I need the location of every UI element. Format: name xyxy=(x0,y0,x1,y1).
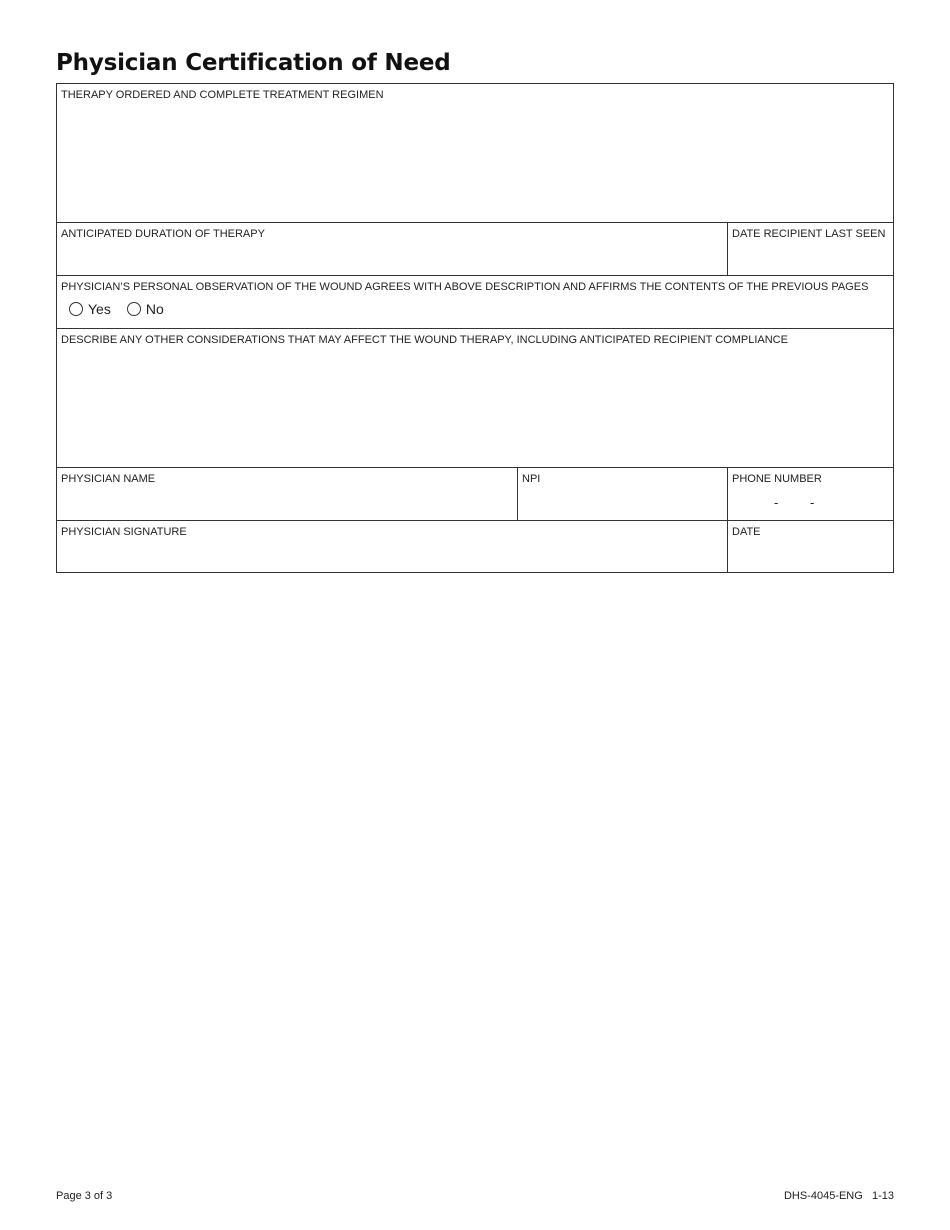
observation-radio-group xyxy=(69,301,180,317)
physician-name-label: PHYSICIAN NAME xyxy=(61,473,156,485)
physician-name-section xyxy=(57,468,518,521)
phone-separator-2: - xyxy=(810,495,815,510)
phone-number-section xyxy=(728,468,893,521)
page-title: Physician Certification of Need xyxy=(56,50,451,76)
other-considerations-label: DESCRIBE ANY OTHER CONSIDERATIONS THAT MAY AFFECT THE WOUND THERAPY, INCLUDING ANTICIPATED RECIPIENT COMPLIANCE xyxy=(61,334,788,346)
therapy-ordered-label: THERAPY ORDERED AND COMPLETE TREATMENT REGIMEN xyxy=(61,89,384,101)
date-last-seen-label: DATE RECIPIENT LAST SEEN xyxy=(732,228,886,240)
no-radio-label: No xyxy=(145,301,164,317)
certification-form xyxy=(56,83,894,573)
therapy-ordered-section xyxy=(57,84,893,223)
yes-radio-label: Yes xyxy=(88,301,111,317)
phone-number-label: PHONE NUMBER xyxy=(732,473,822,485)
phone-separator-1: - xyxy=(774,495,779,510)
form-id: DHS-4045-ENG 1-13 xyxy=(783,1190,894,1202)
other-considerations-section xyxy=(57,329,893,468)
page-number: Page 3 of 3 xyxy=(56,1190,113,1202)
date-input[interactable] xyxy=(728,539,893,572)
date-last-seen-section xyxy=(728,223,893,276)
npi-section xyxy=(518,468,728,521)
date-section xyxy=(728,521,893,572)
anticipated-duration-label: ANTICIPATED DURATION OF THERAPY xyxy=(61,228,265,240)
physician-signature-section xyxy=(57,521,728,572)
no-radio[interactable] xyxy=(127,301,164,317)
observation-label: PHYSICIAN’S PERSONAL OBSERVATION OF THE WOUND AGREES WITH ABOVE DESCRIPTION AND AFFIRMS THE CONTENTS OF THE PREVIOUS PAGES xyxy=(61,281,869,293)
anticipated-duration-input[interactable] xyxy=(57,241,727,275)
date-label: DATE xyxy=(732,526,761,538)
physician-signature-input[interactable] xyxy=(57,539,727,572)
therapy-ordered-input[interactable] xyxy=(57,102,893,222)
observation-section xyxy=(57,276,893,329)
physician-signature-label: PHYSICIAN SIGNATURE xyxy=(61,526,187,538)
npi-input[interactable] xyxy=(518,486,727,520)
date-last-seen-input[interactable] xyxy=(728,241,893,275)
no-radio-circle[interactable] xyxy=(127,302,141,316)
other-considerations-input[interactable] xyxy=(57,347,893,467)
npi-label: NPI xyxy=(522,473,541,485)
yes-radio[interactable] xyxy=(69,301,111,317)
physician-name-input[interactable] xyxy=(57,486,517,520)
anticipated-duration-section xyxy=(57,223,728,276)
yes-radio-circle[interactable] xyxy=(69,302,83,316)
